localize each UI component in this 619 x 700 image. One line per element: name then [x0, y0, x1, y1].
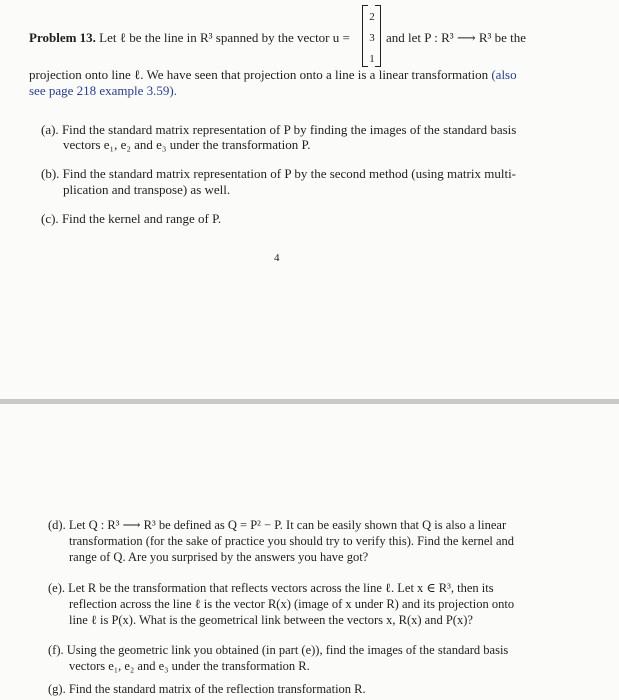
part-f-line2: vectors e₁, e₂ and e₃ under the transformation R. — [69, 659, 310, 673]
part-text: Using the geometric link you obtained (in part (e)), find the images of the standard basis — [66, 643, 509, 657]
page-number: 4 — [274, 252, 280, 264]
part-d — [48, 517, 506, 533]
part-label: (b). — [41, 166, 60, 181]
vector-right-bracket — [375, 5, 381, 67]
problem-intro-b: and let P : R³ ⟶ R³ be the — [386, 30, 527, 45]
part-label: (e). — [48, 581, 65, 595]
problem-intro-line2 — [29, 67, 517, 83]
part-text: Find the kernel and range of P. — [61, 211, 222, 226]
part-b-line2: plication and transpose) as well. — [63, 182, 231, 197]
part-label: (a). — [41, 122, 59, 137]
part-e-line2: reflection across the line ℓ is the vector R(x) (image of x under R) and its projection onto — [69, 597, 515, 611]
part-f — [48, 642, 508, 658]
vector-u-entry: 2 — [369, 11, 375, 23]
part-d-line2: transformation (for the sake of practice you should try to verify this). Find the kernel and — [69, 534, 515, 548]
part-e — [48, 580, 494, 596]
part-e-line3: line ℓ is P(x). What is the geometrical link between the vectors x, R(x) and P(x)? — [69, 613, 473, 627]
part-c — [41, 211, 221, 227]
problem-intro-line2-text: projection onto line ℓ. We have seen that projection onto a line is a linear transformation — [29, 67, 489, 82]
part-text: Find the standard matrix representation of P by finding the images of the standard basis — [61, 122, 517, 137]
part-a — [41, 122, 516, 138]
vector-u-entry: 1 — [369, 53, 375, 65]
part-text: Find the standard matrix representation of P by the second method (using matrix multi- — [62, 166, 517, 181]
part-label: (d). — [48, 518, 66, 532]
part-text: Let Q : R³ ⟶ R³ be defined as Q = P² − P. It can be easily shown that Q is also a linear — [68, 518, 507, 532]
part-b — [41, 166, 516, 182]
part-label: (c). — [41, 211, 59, 226]
part-a-line2: vectors e₁, e₂ and e₃ under the transformation P. — [63, 137, 311, 152]
part-text: Find the standard matrix of the reflection transformation R. — [68, 682, 366, 696]
part-label: (g). — [48, 682, 66, 696]
part-g — [48, 681, 366, 697]
page-bottom — [0, 404, 619, 700]
part-d-line3: range of Q. Are you surprised by the answers you have got? — [69, 550, 369, 564]
vector-u-entry: 3 — [369, 32, 375, 44]
problem-number: Problem 13. — [29, 30, 96, 45]
part-text: Let R be the transformation that reflects vectors across the line ℓ. Let x ∈ R³, then its — [68, 581, 494, 595]
reference-link[interactable]: see page 218 example 3.59). — [29, 83, 178, 98]
problem-heading-line — [29, 30, 350, 46]
reference-open: (also — [491, 67, 517, 82]
problem-intro-a: Let ℓ be the line in R³ spanned by the vector u = — [99, 30, 350, 45]
part-label: (f). — [48, 643, 64, 657]
